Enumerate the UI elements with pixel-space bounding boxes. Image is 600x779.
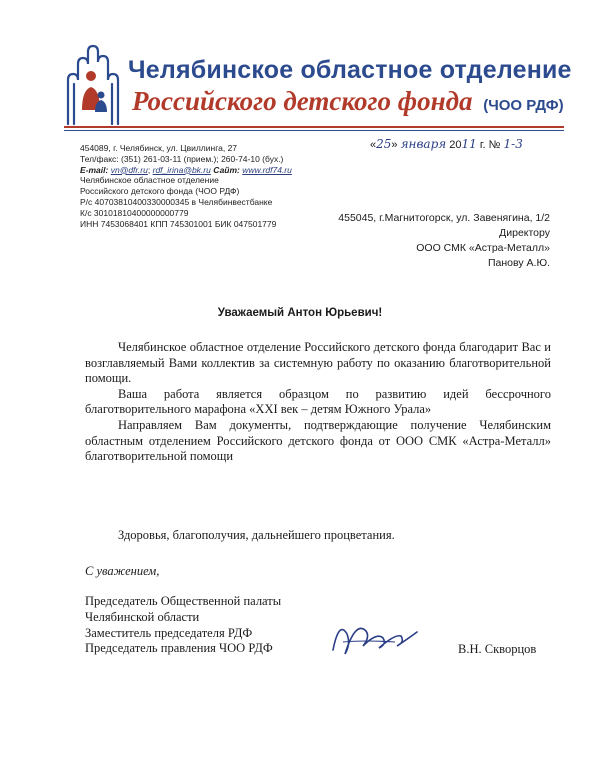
date-day: 25 [376,137,392,151]
date-and-number [370,137,570,153]
corr-account: К/с 30101810400000000779 [80,207,189,218]
sender-address: 454089, г. Челябинск, ул. Цвиллинга, 27 [80,143,238,153]
date-year-prefix: 20 [449,139,462,151]
email-label: E-mail: [80,164,109,175]
body-paragraph-3: Направляем Вам документы, подтверждающие получение Челябинским областным отделением Российского детского фонда от ООО СМК «Астра-Металл» благотворительной помощи [85,417,551,464]
signatory-titles [85,594,345,657]
body-paragraph-2: Ваша работа является образцом по развитию идей бессрочного благотворительного марафона «XXI век – детям Южного Урала» [85,386,551,417]
date-year-suffix: 11 [461,137,477,151]
bank-recipient-2: Российского детского фонда (ЧОО РДФ) [80,186,240,197]
handwritten-signature [325,612,425,662]
signatory-title-3: Заместитель председателя РДФ [85,625,253,640]
date-open-quote: « [370,139,377,151]
signatory-title-1: Председатель Общественной палаты [85,594,282,608]
site-label: Сайт: [213,164,240,175]
sender-phone: Тел/факс: (351) 261-03-11 (прием.); 260-74-10 (бух.) [80,153,284,164]
family-hand-logo-icon [60,40,126,130]
date-close-quote: » [391,139,398,151]
bank-account: Р/с 40703810400330000345 в Челябинвестбанке [80,196,273,207]
date-month: января [400,137,447,151]
org-title: Челябинское областное отделение [128,56,572,84]
email-link-1[interactable]: vn@dfr.ru [110,164,148,175]
header-rule-blue [64,130,564,131]
header-rule-red [64,126,564,128]
salutation: Уважаемый Антон Юрьевич! [217,307,383,319]
date-year-label: г. [479,139,486,151]
wishes-line: Здоровья, благополучия, дальнейшего процветания. [118,528,395,542]
recipient-name: Панову А.Ю. [488,257,550,269]
body-paragraph-1: Челябинское областное отделение Российского детского фонда благодарит Вас и возглавляемый Вами коллектив за системную работу по оказанию благотворительной помощи. [85,340,551,386]
recipient-company: ООО СМК «Астра-Металл» [416,242,550,254]
letter-number: 1-3 [503,137,523,151]
org-abbreviation: (ЧОО РДФ) [483,97,564,114]
org-subtitle [132,86,582,117]
signatory-title-2: Челябинской области [85,609,200,624]
email-link-2[interactable]: rdf_irina@bk.ru [152,164,211,175]
letter-body [85,340,551,465]
signatory-title-4: Председатель правления ЧОО РДФ [85,641,273,656]
email-separator: ; [147,164,151,175]
signer-name: В.Н. Скворцов [458,642,537,656]
number-label: № [488,139,501,151]
site-link[interactable]: www.rdf74.ru [242,164,292,175]
tax-ids: ИНН 7453068401 КПП 745301001 БИК 047501779 [80,218,277,229]
recipient-block [300,211,550,271]
recipient-address: 455045, г.Магнитогорск, ул. Завенягина, 1/2 [338,212,550,224]
bank-recipient-1: Челябинское областное отделение [80,175,219,186]
org-subtitle-text: Российского детского фонда [132,86,473,116]
recipient-position: Директору [499,227,550,239]
sender-contacts [80,165,340,176]
regards-line: С уважением, [85,564,160,578]
